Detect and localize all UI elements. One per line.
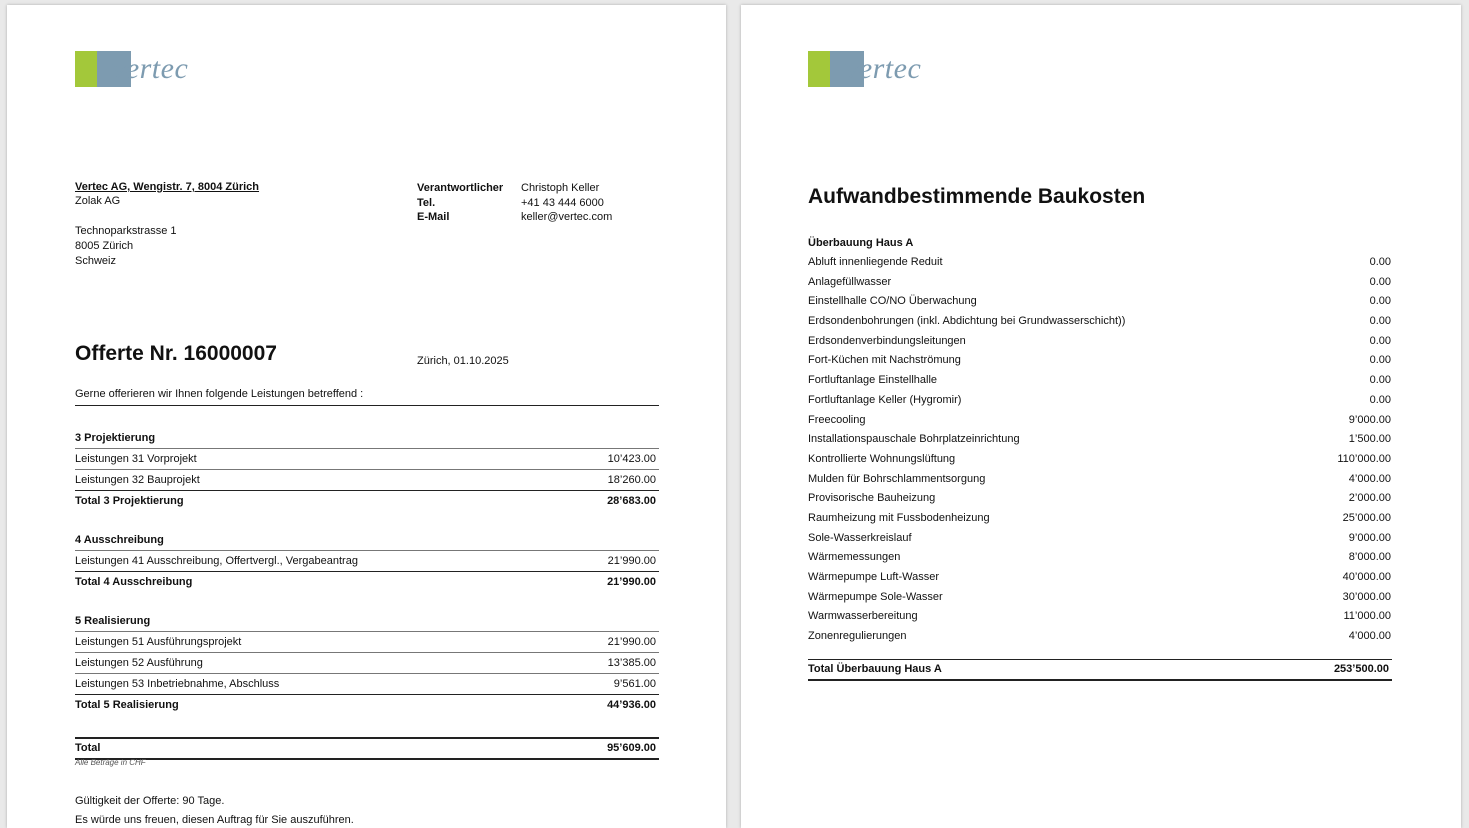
cost-amount: 30’000.00 <box>1342 590 1391 603</box>
cost-amount: 0.00 <box>1369 295 1391 308</box>
row-amount: 10’423.00 <box>607 453 656 465</box>
cost-label: Wärmepumpe Luft-Wasser <box>808 571 940 583</box>
sender-line: Vertec AG, Wengistr. 7, 8004 Zürich <box>75 181 260 193</box>
cost-label: Kontrollierte Wohnungslüftung <box>808 452 956 465</box>
cost-row <box>808 411 1392 431</box>
closing-sentence: Es würde uns freuen, diesen Auftrag für Sie auszuführen. <box>75 814 354 826</box>
cost-label: Installationspauschale Bohrplatzeinrichtung <box>808 433 1020 446</box>
total-label: Total 3 Projektierung <box>75 495 184 507</box>
table-row <box>75 448 659 469</box>
row-amount: 21’990.00 <box>607 636 656 648</box>
cost-label: Provisorische Bauheizung <box>808 492 936 505</box>
cost-label: Fortluftanlage Einstellhalle <box>808 374 938 387</box>
cost-label: Freecooling <box>808 413 866 426</box>
recipient-address: Zolak AG Technoparkstrasse 1 8005 Zürich Schweiz <box>75 195 177 267</box>
cost-row <box>808 529 1392 549</box>
offer-table <box>75 405 659 760</box>
cost-row <box>808 351 1392 371</box>
section-total-row <box>75 490 659 511</box>
cost-amount: 9’000.00 <box>1348 531 1391 544</box>
cost-row <box>808 450 1392 470</box>
cost-row <box>808 332 1392 352</box>
cost-amount: 110’000.00 <box>1337 452 1391 465</box>
cost-row <box>808 489 1392 509</box>
cost-amount: 8’000.00 <box>1348 551 1391 564</box>
contact-value: Christoph Keller <box>521 182 600 194</box>
cost-label: Warmwasserbereitung <box>808 610 918 623</box>
grand-total-amount: 95’609.00 <box>607 742 656 754</box>
cost-amount: 0.00 <box>1369 374 1391 387</box>
vertec-logo <box>808 51 928 89</box>
table-row <box>75 652 659 673</box>
closing-text <box>75 792 354 828</box>
row-amount: 18’260.00 <box>607 474 656 486</box>
cost-label: Erdsondenbohrungen (inkl. Abdichtung bei Grundwasserschicht)) <box>808 315 1126 328</box>
row-amount: 9’561.00 <box>613 678 656 690</box>
section-total-row <box>75 694 659 715</box>
total-amount: 21’990.00 <box>607 576 656 588</box>
row-label: Leistungen 31 Vorprojekt <box>75 453 197 465</box>
cost-row <box>808 312 1392 332</box>
cost-row <box>808 627 1392 647</box>
cost-row <box>808 391 1392 411</box>
cost-amount: 25’000.00 <box>1342 511 1391 524</box>
section-heading: 5 Realisierung <box>75 615 151 627</box>
row-label: Leistungen 41 Ausschreibung, Offertvergl., Vergabeantrag <box>75 555 358 567</box>
cost-row <box>808 568 1392 588</box>
grand-total-label: Total <box>75 742 101 754</box>
currency-note: Alle Beträge in CHF <box>75 758 146 767</box>
costs-table <box>808 233 1392 681</box>
cost-label: Erdsondenverbindungsleitungen <box>808 334 966 347</box>
cost-row <box>808 273 1392 293</box>
table-row <box>75 673 659 694</box>
cost-row <box>808 430 1392 450</box>
cost-amount: 0.00 <box>1369 334 1391 347</box>
table-row <box>75 469 659 490</box>
row-label: Leistungen 52 Ausführung <box>75 657 203 669</box>
offer-intro: Gerne offerieren wir Ihnen folgende Leistungen betreffend : <box>75 388 364 400</box>
cost-row <box>808 607 1392 627</box>
cost-label: Anlagefüllwasser <box>808 275 892 288</box>
cost-amount: 0.00 <box>1369 354 1391 367</box>
costs-total-row <box>808 659 1392 681</box>
cost-row <box>808 371 1392 391</box>
total-amount: 44’936.00 <box>607 699 656 711</box>
cost-label: Sole-Wasserkreislauf <box>808 531 912 544</box>
cost-row <box>808 588 1392 608</box>
costs-total-amount: 253’500.00 <box>1333 662 1389 675</box>
cost-row <box>808 253 1392 273</box>
grand-total-row <box>75 737 659 760</box>
costs-section-heading: Überbauung Haus A <box>808 237 914 249</box>
cost-amount: 0.00 <box>1369 256 1391 268</box>
costs-total-label: Total Überbauung Haus A <box>808 662 942 675</box>
contact-value: +41 43 444 6000 <box>521 196 604 209</box>
cost-label: Mulden für Bohrschlammentsorgung <box>808 472 986 485</box>
cost-amount: 4’000.00 <box>1348 630 1391 643</box>
cost-label: Raumheizung mit Fussbodenheizung <box>808 511 990 524</box>
cost-label: Fortluftanlage Keller (Hygromir) <box>808 393 962 406</box>
logo-text: vertec <box>845 52 922 85</box>
section-total-row <box>75 571 659 592</box>
row-label: Leistungen 32 Bauprojekt <box>75 474 200 486</box>
cost-label: Abluft innenliegende Reduit <box>808 256 943 268</box>
cost-amount: 9’000.00 <box>1348 413 1391 426</box>
section-heading: 4 Ausschreibung <box>75 534 164 546</box>
vertec-logo <box>75 51 195 89</box>
offer-title: Offerte Nr. 16000007 <box>75 342 277 365</box>
cost-label: Fort-Küchen mit Nachströmung <box>808 354 961 367</box>
contact-label: E-Mail <box>417 211 450 223</box>
cost-amount: 4’000.00 <box>1348 472 1391 485</box>
total-label: Total 5 Realisierung <box>75 699 179 711</box>
total-amount: 28’683.00 <box>607 495 656 507</box>
cost-amount: 40’000.00 <box>1342 571 1391 583</box>
cost-amount: 11’000.00 <box>1343 610 1391 623</box>
cost-label: Wärmemessungen <box>808 551 901 564</box>
contact-value: keller@vertec.com <box>521 211 613 223</box>
cost-row <box>808 292 1392 312</box>
logo-text: vertec <box>112 52 189 85</box>
offer-date: Zürich, 01.10.2025 <box>417 355 509 367</box>
section-heading: 3 Projektierung <box>75 432 156 444</box>
cost-amount: 0.00 <box>1369 393 1391 406</box>
offer-page <box>7 5 726 828</box>
cost-amount: 0.00 <box>1369 315 1391 328</box>
row-label: Leistungen 51 Ausführungsprojekt <box>75 636 242 648</box>
cost-label: Einstellhalle CO/NO Überwachung <box>808 295 977 308</box>
cost-row <box>808 470 1392 490</box>
contact-label: Verantwortlicher <box>417 182 504 194</box>
cost-label: Zonenregulierungen <box>808 630 907 643</box>
cost-row <box>808 509 1392 529</box>
row-amount: 13’385.00 <box>607 657 656 669</box>
costs-page <box>741 5 1461 828</box>
row-label: Leistungen 53 Inbetriebnahme, Abschluss <box>75 678 280 690</box>
cost-amount: 2’000.00 <box>1348 492 1391 505</box>
contact-block <box>417 181 612 225</box>
row-amount: 21’990.00 <box>607 555 656 567</box>
cost-row <box>808 548 1392 568</box>
total-label: Total 4 Ausschreibung <box>75 576 193 588</box>
cost-label: Wärmepumpe Sole-Wasser <box>808 590 943 603</box>
cost-amount: 0.00 <box>1369 275 1391 288</box>
table-row <box>75 631 659 652</box>
contact-label: Tel. <box>417 196 436 209</box>
validity-text: Gültigkeit der Offerte: 90 Tage. <box>75 795 225 807</box>
cost-amount: 1’500.00 <box>1348 433 1391 446</box>
costs-title: Aufwandbestimmende Baukosten <box>808 185 1146 208</box>
table-row <box>75 550 659 571</box>
